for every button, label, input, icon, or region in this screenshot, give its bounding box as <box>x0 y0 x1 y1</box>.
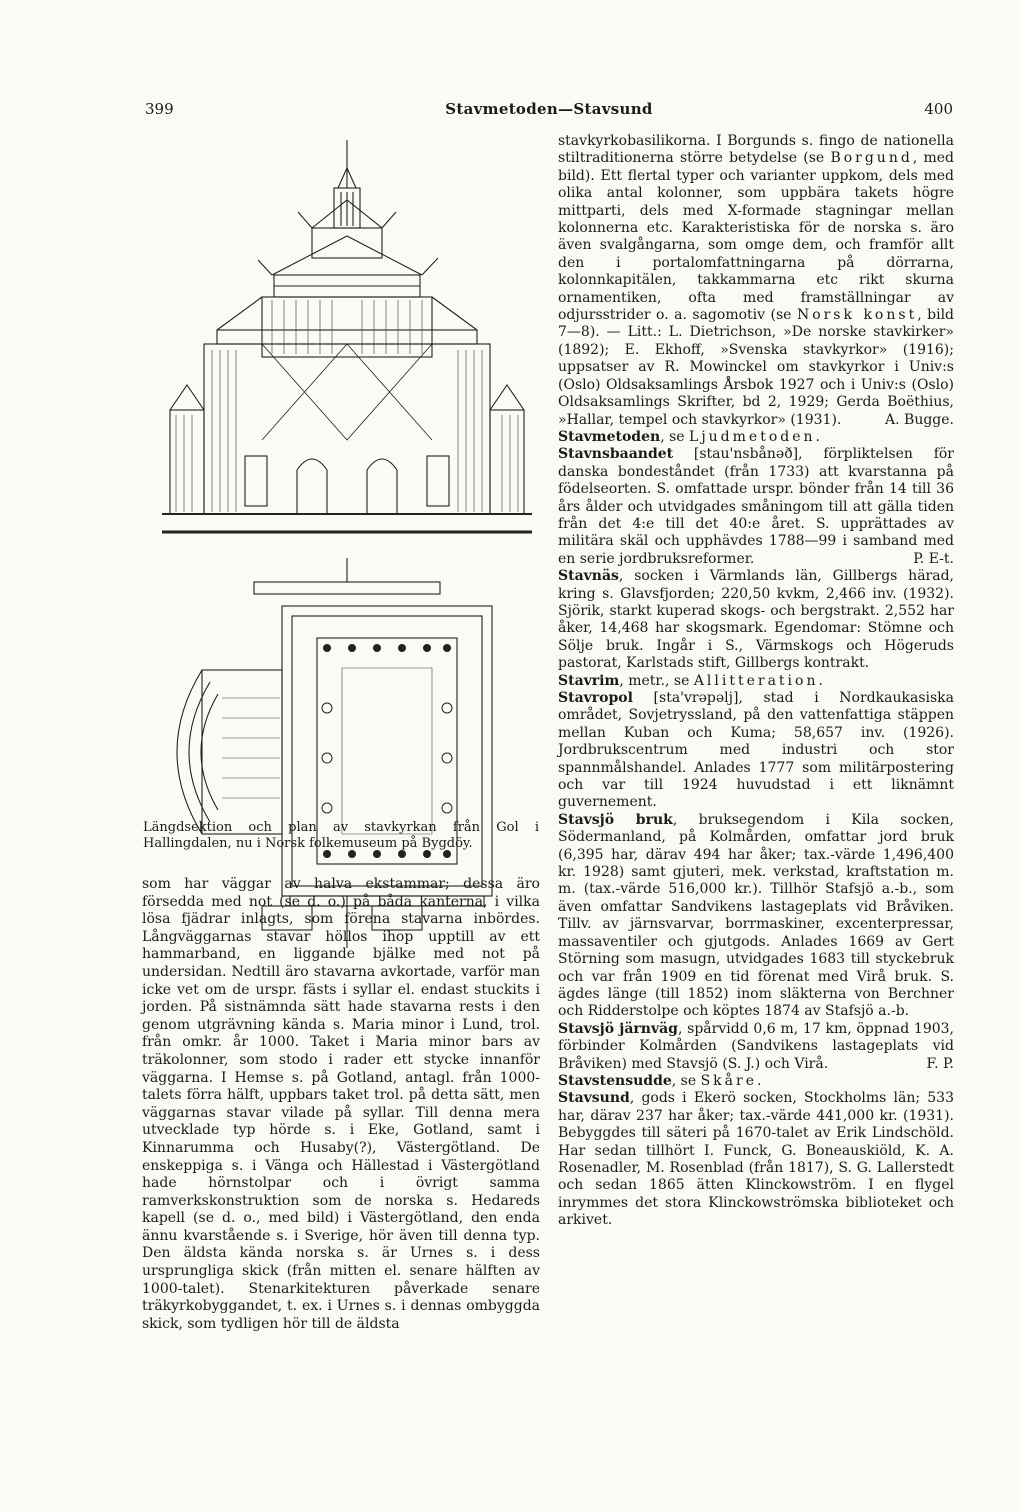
author-signature: F. P. <box>926 1055 954 1072</box>
running-header <box>145 100 953 124</box>
entry-body: , bruksegendom i Kila socken, Södermanland, på Kolmården, omfattar jord bruk (6,395 har, därav 494 har åker; tax.-värde 1,496,400 kr. 1928) samt gjuteri, mek. verkstad, kraftstation m. m. (tax.-värde 516,000 kr.). Tillhör Stafsjö a.-b., som även omfattar Sandvikens lastageplats vid Bråviken. Tillv. av järnsvarvar, borrmaskiner, excenterpressar, massaventiler och gjutgods. Anlades 1669 av Gert Störning som masugn, utvidgades 1683 till styckebruk och var från 1909 en tid förenat med Virå bruk. S. ägdes länge (till 1852) inom släkterna von Berchner och Ridderstolpe och köptes 1874 av Stafsjö a.-b. <box>558 811 954 1020</box>
entry <box>558 1021 954 1073</box>
entry-body: , socken i Värmlands län, Gillbergs härad, kring s. Glavsfjorden; 220,50 kvkm, 2,466 inv. (1932). Sjörik, starkt kuperad skogs- och bergstrakt. 2,552 har åker, 14,468 har skogsmark. Egendomar: Stömne och Sölje bruk. Ingår i S., Värmskogs och Högeruds pastorat, Karlstads stift, Gillbergs kontrakt. <box>558 568 954 672</box>
entry <box>558 690 954 812</box>
entry-headword: Stavmetoden <box>558 428 661 445</box>
author-signature: A. Bugge. <box>885 411 954 428</box>
entry: Stavmetoden, se Ljudmetoden. <box>558 428 820 445</box>
entry-cross-reference: Ljudmetoden <box>689 428 816 445</box>
page-number-right: 400 <box>924 100 953 118</box>
figure-caption: Längdsektion och plan av stavkyrkan från Gol i Hallingdalen, nu i Norsk folkemuseum på Bygdöy. <box>143 820 539 851</box>
entry <box>558 812 954 1021</box>
right-column <box>558 133 954 1230</box>
entry-headword: Stavnäs <box>558 568 619 585</box>
running-title: Stavmetoden—Stavsund <box>445 100 653 118</box>
entry <box>558 446 954 568</box>
entry-body: , se <box>660 428 685 445</box>
entry-cross-reference: Allitteration <box>693 672 819 689</box>
stave-church-section-drawing <box>162 140 532 550</box>
intro-paragraph: stavkyrkobasilikorna. I Borgunds s. fingo de nationella stiltraditionerna större betydelse (se Borgund, med bild). Ett flertal typer och varianter uppkom, dels med olika antal kolonner, som uppbära takets högre mittparti, dels med X-formade stagningar mellan kolonnerna etc. Karakteristiska för de norska s. äro även svalgångarna, som omge dem, och framför allt den i portalomfattningarna på dörrarna, kolonnkapitälen, takkammarna etc rikt skurna ornamentiken, ofta med framställningar av odjursstrider o. a. sagomotiv (se Norsk konst, bild 7—8). — Litt.: L. Dietrichson, »De norske stavkirker» (1892); E. Ekhoff, »Svenska stavkyrkor» (1916); uppsatser av R. Mowinckel om stavkyrkor i Univ:s (Oslo) Oldsaksamlings Årsbok 1927 och i Univ:s (Oslo) Oldsaksamlings Skrifter, bd 2, 1929; Gerda Boëthius, »Hallar, tempel och stavkyrkor» (1931). A. Bugge. <box>558 133 955 428</box>
entry-headword: Stavrim <box>558 672 620 689</box>
entry-body: , gods i Ekerö socken, Stockholms län; 533 har, därav 237 har åker; tax.-värde 441,000 kr. (1931). Bebyggdes till säteri på 1670-talet av Erik Lindschöld. Har sedan tillhört I. Funck, G. Boneauskiöld, K. A. Rosenadler, M. Rosenblad (från 1817), S. G. Lallerstedt och sedan 1865 ätten Klinckowström. I en flygel inrymmes det stora Klinckowströmska biblioteket och arkivet. <box>558 1090 954 1229</box>
left-column-text: som har väggar av halva ekstammar; dessa äro försedda med not (se d. o.) på båda kanterna, i vilka lösa fjädrar inlagts, som förena stavarna inbördes. Långväggarnas stavar höllos ihop upptill av ett hammarband, en liggande bjälke med not på undersidan. Nedtill äro stavarna avkortade, varför man icke vet om de urspr. fästs i syllar el. endast stuckits i jorden. På sistnämnda sätt hade stavarna rests i den genom utgrävning kända s. Maria minor i Lund, trol. från omkr. år 1000. Taket i Maria minor bars av träkolonner, som stodo i rader ett stycke innanför väggarna. I Hemse s. på Gotland, antagl. från 1000-talets förra hälft, uppbars taket trol. på detta sätt, men väggarnas stavar vilade på syllar. Till denna mera utvecklade typ hörde s. i Eke, Gotland, samt i Kinnarumma och Husaby(?), Västergötland. De enskeppiga s. i Vänga och Hällestad i Västergötland hade hörnstolpar och i övrigt samma ramverkskonstruktion som de norska s. Hedareds kapell (se d. o., med bild) i Västergötland, den enda ännu kvarstående s. i Sverige, hör även till denna typ. Den äldsta kända norska s. är Urnes s. i dess ursprungliga skick (från mitten el. senare hälften av 1000-talet). Stenarkitekturen påverkade senare träkyrkobyggandet, t. ex. i Urnes s. i dennas ombyggda skick, som tydligen hör till de äldsta <box>142 876 540 1332</box>
entry <box>558 568 954 672</box>
entry: Stavstensudde, se Skåre. <box>558 1072 762 1089</box>
author-signature: P. E-t. <box>913 550 954 567</box>
entry-body: , se <box>671 1072 697 1089</box>
entry-headword: Stavropol <box>558 690 633 706</box>
page-number-left: 399 <box>145 100 174 118</box>
entry-headword: Stavsjö bruk <box>558 811 673 828</box>
entry-body: , metr., se <box>619 672 690 689</box>
entry-headword: Stavnsbaandet <box>558 446 674 463</box>
entry <box>558 1090 954 1229</box>
entry-body: , spårvidd 0,6 m, 17 km, öppnad 1903, förbinder Kolmården (Sandvikens lastageplats vid Bråviken) med Stavsjö (S. J.) och Virå. <box>558 1020 954 1072</box>
entry-headword: Stavstensudde <box>558 1072 672 1089</box>
entry-headword: Stavsjö järnväg <box>558 1020 678 1037</box>
entry: Stavrim, metr., se Allitteration. <box>558 672 823 689</box>
entry-headword: Stavsund <box>558 1090 630 1107</box>
entry-body: [sta'vrəpəlj], stad i Nordkaukasiska området, Sovjetryssland, på den vattenfattiga stäppen mellan Kuban och Kuma; 58,657 inv. (1926). Jordbrukscentrum med industri och stor spannmålshandel. Anlades 1777 som militärpostering och var till 1924 huvudstad i ett liknämnt guvernement. <box>558 690 954 811</box>
left-column <box>142 876 540 1333</box>
entry-list <box>558 429 954 1230</box>
entry-cross-reference: Skåre <box>700 1072 757 1089</box>
entry-body: [stau'nsbånəð], förpliktelsen för danska bondeståndet (från 1733) att kvarstanna på födelseorten. S. omfattade urspr. bönder från 14 till 36 års ålder och utvidgades småningom till att gälla tiden från det 4:e till det 40:e året. S. upprättades av militära skäl och upphävdes 1788—99 i samband med en serie jordbruksreformer. <box>558 446 954 567</box>
